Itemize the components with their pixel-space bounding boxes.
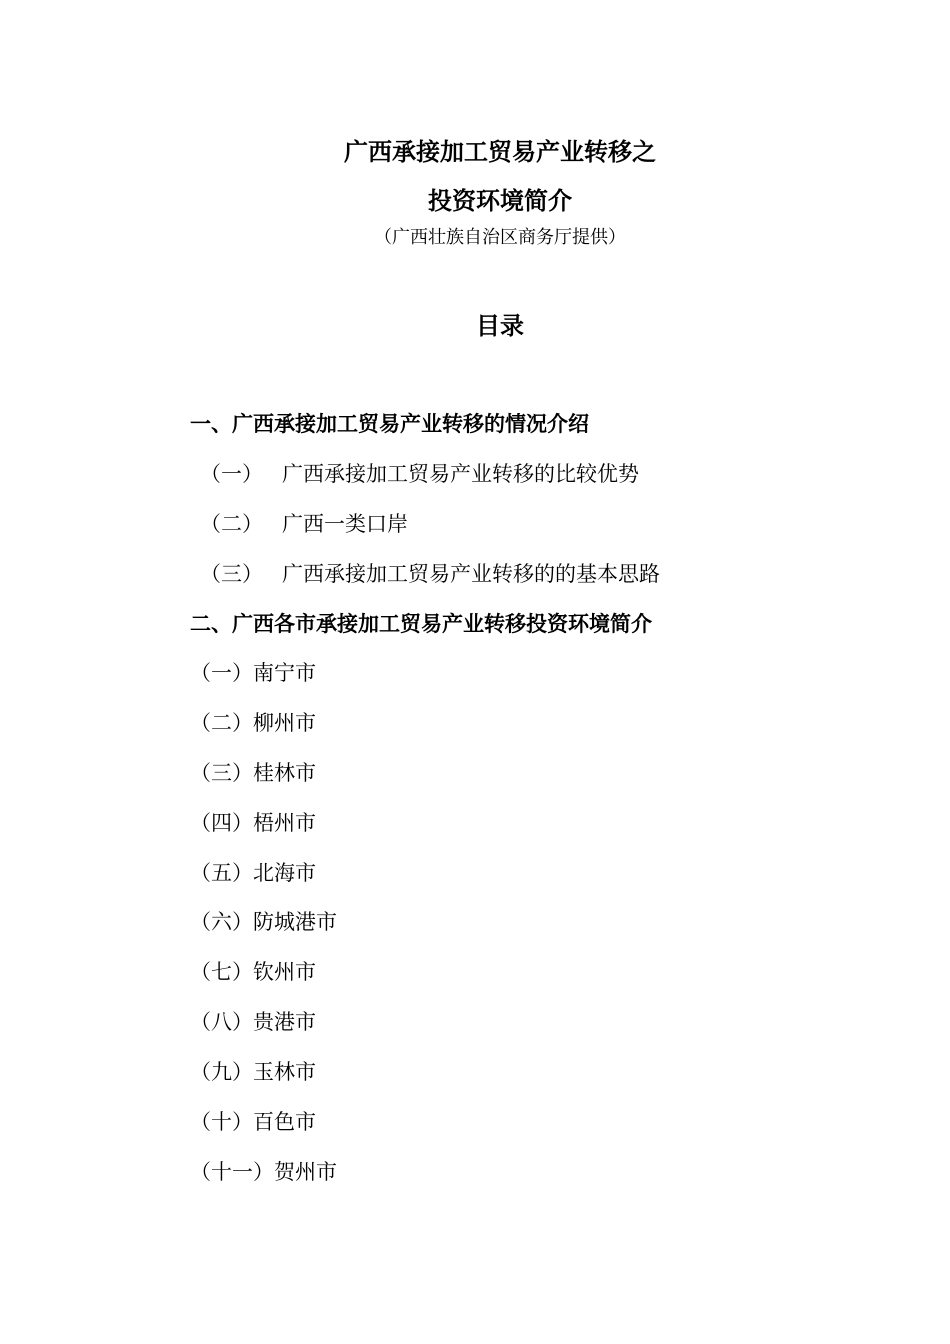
toc-city-item: （八）贵港市	[190, 1010, 316, 1034]
document-title-line2: 投资环境简介	[428, 187, 572, 215]
toc-heading: 目录	[476, 312, 524, 340]
toc-city-item: （十）百色市	[190, 1110, 316, 1134]
toc-item-text: 广西承接加工贸易产业转移的比较优势	[282, 462, 639, 486]
toc-section-2: 二、广西各市承接加工贸易产业转移投资环境简介	[190, 612, 652, 636]
toc-city-item: （一）南宁市	[190, 661, 316, 685]
toc-item-text: 广西承接加工贸易产业转移的的基本思路	[282, 562, 660, 586]
toc-city-item: （五）北海市	[190, 861, 316, 885]
toc-city-item: （二）柳州市	[190, 711, 316, 735]
toc-city-item: （九）玉林市	[190, 1060, 316, 1084]
toc-city-item: （十一）贺州市	[190, 1160, 337, 1184]
toc-item-number: （二）	[200, 512, 263, 536]
document-title-line1: 广西承接加工贸易产业转移之	[344, 138, 656, 166]
toc-city-item: （六）防城港市	[190, 910, 337, 934]
toc-item-number: （三）	[200, 562, 263, 586]
toc-section-1: 一、广西承接加工贸易产业转移的情况介绍	[190, 412, 589, 436]
toc-city-item: （四）梧州市	[190, 811, 316, 835]
toc-item-text: 广西一类口岸	[282, 512, 408, 536]
document-provider: （广西壮族自治区商务厅提供）	[374, 227, 626, 248]
toc-city-item: （七）钦州市	[190, 960, 316, 984]
toc-item-number: （一）	[200, 462, 263, 486]
toc-city-item: （三）桂林市	[190, 761, 316, 785]
